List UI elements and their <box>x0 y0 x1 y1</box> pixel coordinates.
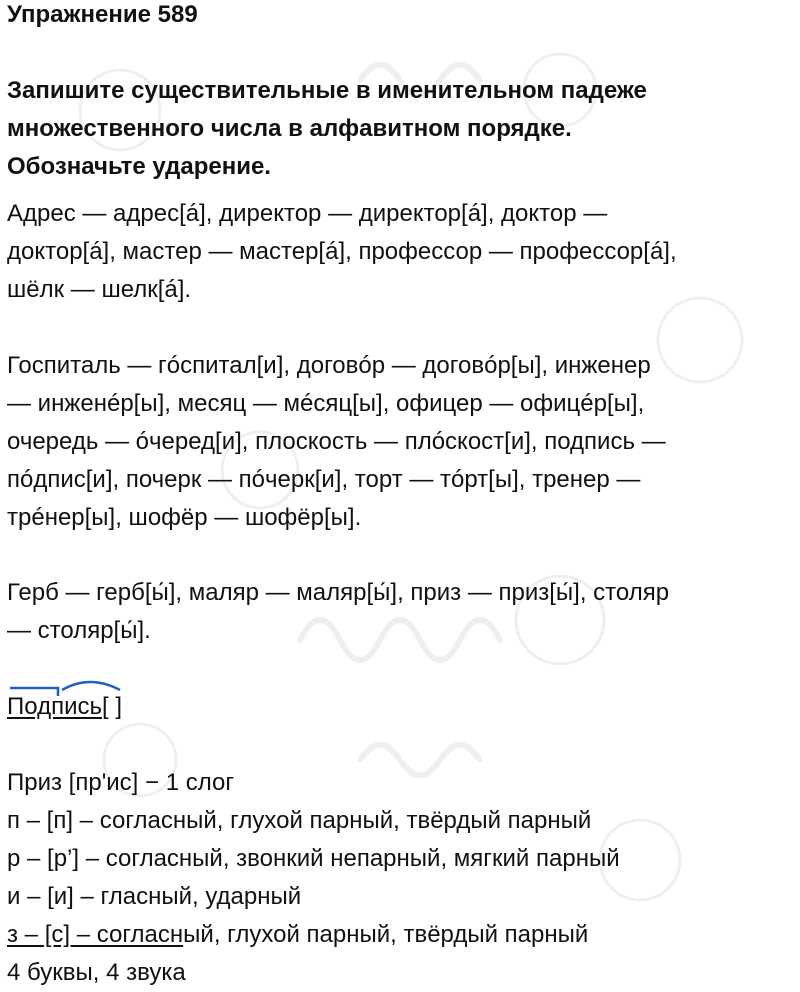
phonetic-row-rest: ый, глухой парный, твёрдый парный <box>183 921 589 948</box>
phonetic-analysis <box>7 764 799 992</box>
answer-line: шёлк — шелк[á]. <box>7 276 192 303</box>
answer-line: — столяр[ы́]. <box>7 617 151 644</box>
word-parse <box>7 688 799 726</box>
answer-line: пóдпис[и], почерк — пóчерк[и], торт — тóрт[ы], тренер — <box>7 466 641 493</box>
answer-line: очередь — óчеред[и], плоскость — плóскост[и], подпись — <box>7 428 666 455</box>
phonetic-summary: 4 буквы, 4 звука <box>7 959 186 986</box>
answer-line: Герб — герб[ы́], маляр — маляр[ы́], приз — приз[ы́], столяр <box>7 579 670 606</box>
answer-group-2 <box>7 347 799 537</box>
task-text <box>7 72 787 186</box>
phonetic-row-underlined: з – [с] – согласн <box>7 921 184 948</box>
morpheme-marks <box>8 676 123 698</box>
answer-group-3 <box>7 574 799 650</box>
parse-brackets: [ ] <box>101 693 122 720</box>
task-line: Обозначьте ударение. <box>7 153 271 180</box>
task-line: Запишите существительные в именительном падеже <box>7 77 647 104</box>
phonetic-row: р – [р’] – согласный, звонкий непарный, мягкий парный <box>7 845 620 872</box>
answer-line: Адрес — адрес[á], директор — директор[á], доктор — <box>7 200 608 227</box>
answer-line: Госпиталь — гóспитал[и], договóр — договóр[ы], инженер <box>7 352 651 379</box>
answer-line: трéнер[ы], шофёр — шофёр[ы]. <box>7 504 362 531</box>
parsed-word: Подпись <box>7 693 102 720</box>
task-line: множественного числа в алфавитном порядке. <box>7 115 572 142</box>
phonetic-header: Приз [пр'ис] − 1 слог <box>7 769 235 796</box>
answer-line: — инженéр[ы], месяц — мéсяц[ы], офицер — офицéр[ы], <box>7 390 645 417</box>
answer-group-1 <box>7 195 799 309</box>
phonetic-row: п – [п] – согласный, глухой парный, твёрдый парный <box>7 807 592 834</box>
exercise-title: Упражнение 589 <box>7 1 198 28</box>
prefix-mark <box>10 688 58 696</box>
phonetic-row: и – [и] – гласный, ударный <box>7 883 302 910</box>
phonetic-row <box>7 916 799 954</box>
root-arc <box>62 682 120 690</box>
answer-line: доктор[á], мастер — мастер[á], профессор — профессор[á], <box>7 238 677 265</box>
